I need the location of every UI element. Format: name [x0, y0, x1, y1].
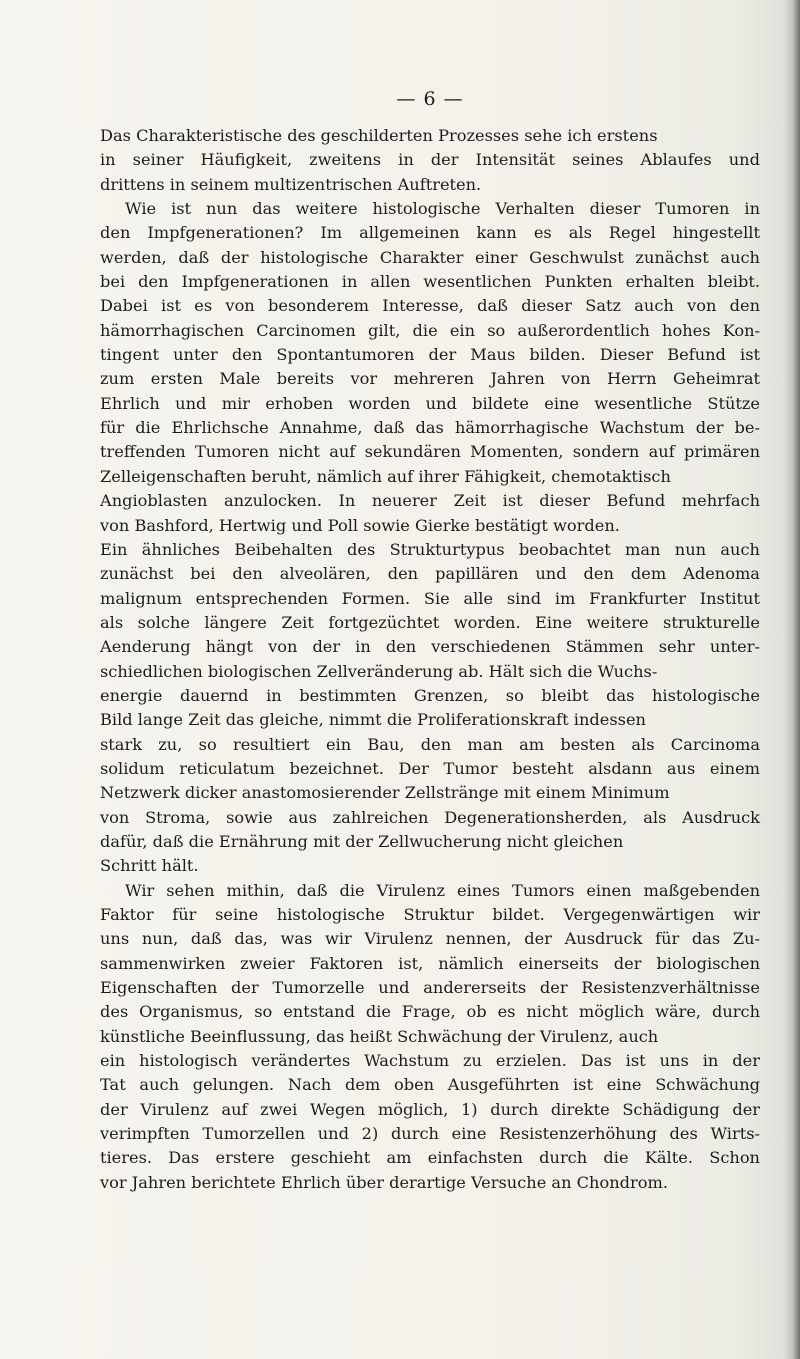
- text-line: Tat auch gelungen. Nach dem oben Ausgeführten ist eine Schwächung: [100, 1075, 760, 1095]
- text-line: bei den Impfgenerationen in allen wesentlichen Punkten erhalten bleibt.: [100, 272, 760, 292]
- paragraph-start-line: Wie ist nun das weitere histologische Verhalten dieser Tumoren in: [125, 199, 761, 219]
- body-text: [100, 124, 760, 1195]
- text-line: als solche längere Zeit fortgezüchtet worden. Eine weitere strukturelle: [100, 612, 760, 632]
- text-line: solidum reticulatum bezeichnet. Der Tumor besteht alsdann aus einem: [100, 758, 761, 778]
- text-line: malignum entsprechenden Formen. Sie alle sind im Frankfurter Institut: [100, 588, 760, 608]
- text-line: tingent unter den Spontantumoren der Maus bilden. Dieser Befund ist: [100, 345, 761, 365]
- text-line: uns nun, daß das, was wir Virulenz nennen, der Ausdruck für das Zu-: [100, 929, 761, 949]
- paragraph-start-line: Wir sehen mithin, daß die Virulenz eines Tumors einen maßgebenden: [125, 880, 760, 900]
- text-line: von Bashford, Hertwig und Poll sowie Gierke bestätigt worden.: [100, 515, 620, 535]
- text-line: hämorrhagischen Carcinomen gilt, die ein so außerordentlich hohes Kon-: [100, 320, 761, 340]
- text-line: drittens in seinem multizentrischen Auftreten.: [100, 174, 482, 194]
- text-line: Schritt hält.: [100, 856, 199, 876]
- text-line: vor Jahren berichtete Ehrlich über derartige Versuche an Chondrom.: [100, 1172, 668, 1192]
- text-line: energie dauernd in bestimmten Grenzen, so bleibt das histologische: [100, 685, 760, 705]
- text-line: zunächst bei den alveolären, den papillären und den dem Adenoma: [100, 564, 760, 584]
- text-line: von Stroma, sowie aus zahlreichen Degenerationsherden, als Ausdruck: [100, 807, 760, 827]
- text-line: zum ersten Male bereits vor mehreren Jahren von Herrn Geheimrat: [100, 369, 760, 389]
- page-edge-shadow: [784, 0, 800, 1359]
- text-line: sammenwirken zweier Faktoren ist, nämlich einerseits der biologischen: [100, 953, 760, 973]
- text-line: Aenderung hängt von der in den verschiedenen Stämmen sehr unter-: [100, 637, 760, 657]
- text-line: ein histologisch verändertes Wachstum zu erzielen. Das ist uns in der: [100, 1051, 760, 1071]
- text-line: den Impfgenerationen? Im allgemeinen kann es als Regel hingestellt: [100, 223, 760, 243]
- text-line: stark zu, so resultiert ein Bau, den man am besten als Carcinoma: [100, 734, 760, 754]
- text-line: Ein ähnliches Beibehalten des Strukturtypus beobachtet man nun auch: [100, 539, 760, 559]
- text-line: Dabei ist es von besonderem Interesse, daß dieser Satz auch von den: [100, 296, 761, 316]
- text-line: in seiner Häufigkeit, zweitens in der Intensität seines Ablaufes und: [100, 150, 760, 170]
- text-line: werden, daß der histologische Charakter einer Geschwulst zunächst auch: [100, 247, 760, 267]
- text-line: Eigenschaften der Tumorzelle und andererseits der Resistenzverhältnisse: [100, 978, 760, 998]
- text-line: schiedlichen biologischen Zellveränderung ab. Hält sich die Wuchs-: [100, 661, 658, 681]
- text-line: der Virulenz auf zwei Wegen möglich, 1) durch direkte Schädigung der: [100, 1099, 761, 1119]
- text-line: Das Charakteristische des geschilderten Prozesses sehe ich erstens: [100, 126, 658, 145]
- text-line: tieres. Das erstere geschieht am einfachsten durch die Kälte. Schon: [100, 1148, 760, 1168]
- text-line: treffenden Tumoren nicht auf sekundären Momenten, sondern auf primären: [100, 442, 761, 462]
- text-line: dafür, daß die Ernährung mit der Zellwucherung nicht gleichen: [100, 831, 624, 851]
- page-number: — 6 —: [396, 88, 464, 110]
- text-line: Bild lange Zeit das gleiche, nimmt die Proliferationskraft indessen: [100, 710, 646, 730]
- text-line: des Organismus, so entstand die Frage, ob es nicht möglich wäre, durch: [100, 1002, 761, 1022]
- text-line: verimpften Tumorzellen und 2) durch eine Resistenzerhöhung des Wirts-: [100, 1124, 760, 1144]
- text-line: Netzwerk dicker anastomosierender Zellstränge mit einem Minimum: [100, 783, 670, 803]
- text-line: künstliche Beeinflussung, das heißt Schwächung der Virulenz, auch: [100, 1026, 659, 1046]
- text-line: Zelleigenschaften beruht, nämlich auf ihrer Fähigkeit, chemotaktisch: [100, 466, 671, 486]
- text-line: Ehrlich und mir erhoben worden und bildete eine wesentliche Stütze: [100, 393, 761, 413]
- text-line: Angioblasten anzulocken. In neuerer Zeit ist dieser Befund mehrfach: [100, 491, 761, 511]
- text-line: für die Ehrlichsche Annahme, daß das hämorrhagische Wachstum der be-: [100, 418, 760, 438]
- text-line: Faktor für seine histologische Struktur bildet. Vergegenwärtigen wir: [100, 905, 760, 924]
